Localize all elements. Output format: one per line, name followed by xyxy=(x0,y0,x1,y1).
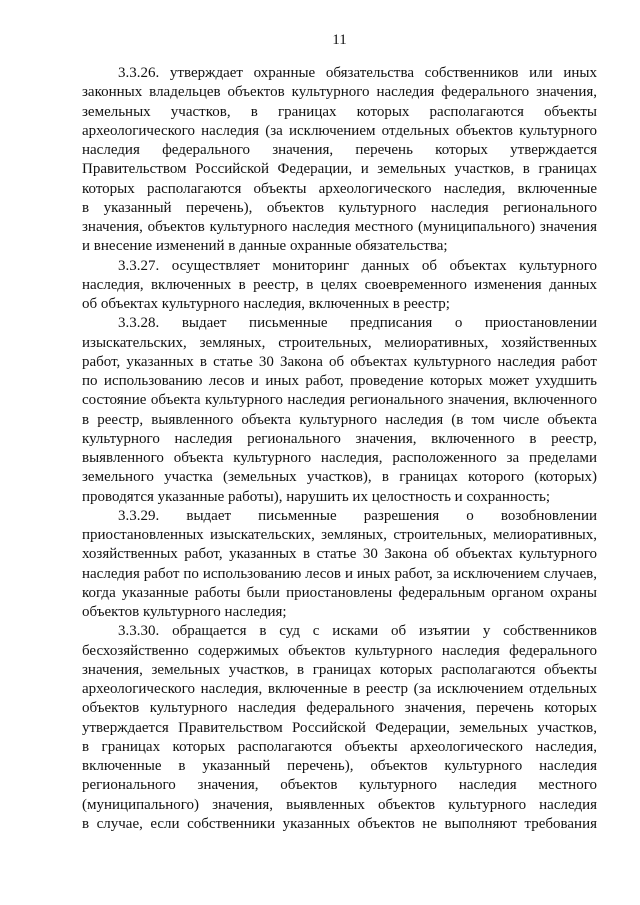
clause-text: осуществляет мониторинг данных об объектах культурного xyxy=(171,257,597,274)
clause-text: когда указанные работы были приостановлены федеральным органом охраны xyxy=(82,584,597,601)
text-line xyxy=(82,661,597,680)
clause-text: выдает письменные предписания о приостановлении xyxy=(181,315,598,332)
text-line xyxy=(82,372,597,391)
text-line xyxy=(82,565,597,584)
clause-text: работ, указанных в статье 30 Закона об объектах культурного наследия работ xyxy=(82,353,597,370)
clause-text: приостановленных изыскательских, земляных, строительных, мелиоративных, xyxy=(82,527,597,543)
clause-paragraph xyxy=(82,257,597,315)
text-line xyxy=(82,545,597,564)
clause-text: культурного наследия регионального значения, включенного в реестр, xyxy=(82,430,597,447)
text-line xyxy=(82,276,597,295)
clause-text: и внесение изменений в данные охранные обязательства; xyxy=(82,238,448,255)
text-line xyxy=(82,526,597,545)
clause-text: в реестр, выявленного объекта культурного наследия (в том числе объекта xyxy=(82,411,597,428)
clause-text: регионального значения, объектов культурного наследия местного xyxy=(82,777,597,794)
text-line xyxy=(82,353,597,372)
clause-text: выдает письменные разрешения о возобновлении xyxy=(186,507,597,524)
clause-text: законных владельцев объектов культурного наследия федерального значения, xyxy=(82,84,597,101)
clause-paragraph xyxy=(82,507,597,623)
clause-text: наследия федерального значения, перечень которых утверждается xyxy=(82,142,597,158)
clause-text: в указанный перечень), объектов культурного наследия регионального xyxy=(82,199,597,216)
clause-text: значения, объектов культурного наследия местного (муниципального) значения xyxy=(82,219,597,235)
text-line xyxy=(82,738,597,757)
text-line xyxy=(82,680,597,699)
text-line xyxy=(82,295,597,314)
text-line xyxy=(82,314,597,333)
text-line xyxy=(82,796,597,815)
text-line xyxy=(82,699,597,718)
clause-text: обращается в суд с исками об изъятии у собственников xyxy=(172,623,598,640)
clause-text: (муниципального) значения, выявленных объектов культурного наследия xyxy=(82,796,597,813)
clause-text: проводятся указанные работы), нарушить их целостность и сохранность; xyxy=(82,488,551,505)
clause-text: по использованию лесов и иных работ, проведение которых может ухудшить xyxy=(82,373,597,389)
text-line xyxy=(82,622,597,641)
text-line xyxy=(82,642,597,661)
clause-text: значения, земельных участков, в границах которых располагаются объекты xyxy=(82,661,597,678)
clause-text: состояние объекта культурного наследия регионального значения, включенного xyxy=(82,392,597,409)
clause-paragraph xyxy=(82,64,597,257)
clause-text: земельных участков, в границах которых располагаются объекты xyxy=(82,103,597,120)
text-line xyxy=(82,199,597,218)
page-number: 11 xyxy=(332,32,347,48)
text-line xyxy=(82,468,597,487)
text-line xyxy=(82,488,597,507)
text-line xyxy=(82,64,597,83)
clause-text: хозяйственных работ, указанных в статье 30 Закона об объектах культурного xyxy=(82,546,597,563)
clause-text: в случае, если собственники указанных объектов не выполняют требования xyxy=(82,815,597,832)
clause-text: бесхозяйственно содержимых объектов культурного наследия федерального xyxy=(82,642,597,659)
clause-number: 3.3.29. xyxy=(118,507,160,524)
clause-text: наследия, включенных в реестр, в целях своевременного изменения данных xyxy=(82,276,597,293)
text-line xyxy=(82,334,597,353)
clause-text: которых располагаются объекты археологического наследия, включенные xyxy=(82,180,597,197)
text-line xyxy=(82,507,597,526)
text-line xyxy=(82,776,597,795)
text-line xyxy=(82,719,597,738)
clause-text: включенные в указанный перечень), объектов культурного наследия xyxy=(82,758,597,774)
text-line xyxy=(82,603,597,622)
clause-text: археологического наследия (за исключением отдельных объектов культурного xyxy=(82,122,597,139)
clause-text: археологического наследия, включенные в реестр (за исключением отдельных xyxy=(82,681,597,697)
text-line xyxy=(82,83,597,102)
text-line xyxy=(82,141,597,160)
clause-paragraph xyxy=(82,622,597,834)
text-line xyxy=(82,815,597,834)
text-line xyxy=(82,160,597,179)
text-line xyxy=(82,757,597,776)
clause-text: земельного участка (земельных участков), в границах которого (которых) xyxy=(82,469,597,486)
clause-number: 3.3.30. xyxy=(118,623,160,640)
text-line xyxy=(82,584,597,603)
clause-paragraph xyxy=(82,314,597,507)
clause-text: выявленного объекта культурного наследия, расположенного за пределами xyxy=(82,450,597,466)
text-line xyxy=(82,449,597,468)
clause-text: объектов культурного наследия федерального значения, перечень которых xyxy=(82,700,597,717)
text-line xyxy=(82,411,597,430)
clause-text: утверждается Правительством Российской Федерации, земельных участков, xyxy=(82,719,597,736)
clause-number: 3.3.26. xyxy=(118,65,160,81)
clause-number: 3.3.27. xyxy=(118,257,160,274)
text-line xyxy=(82,391,597,410)
text-line xyxy=(82,122,597,141)
text-line xyxy=(82,257,597,276)
clause-text: в границах которых располагаются объекты археологического наследия, xyxy=(82,738,597,755)
text-line xyxy=(82,237,597,256)
text-line xyxy=(82,430,597,449)
clause-text: наследия работ по использованию лесов и иных работ, за исключением случаев, xyxy=(82,565,597,582)
text-line xyxy=(82,103,597,122)
clause-text: об объектах культурного наследия, включенных в реестр; xyxy=(82,296,450,312)
clause-text: Правительством Российской Федерации, и земельных участков, в границах xyxy=(82,161,597,178)
clause-text: объектов культурного наследия; xyxy=(82,604,287,620)
document-body xyxy=(82,64,597,834)
text-line xyxy=(82,218,597,237)
clause-text: изыскательских, земляных, строительных, мелиоративных, хозяйственных xyxy=(82,334,597,351)
clause-text: утверждает охранные обязательства собственников или иных xyxy=(169,65,597,81)
clause-number: 3.3.28. xyxy=(118,315,160,332)
text-line xyxy=(82,180,597,199)
